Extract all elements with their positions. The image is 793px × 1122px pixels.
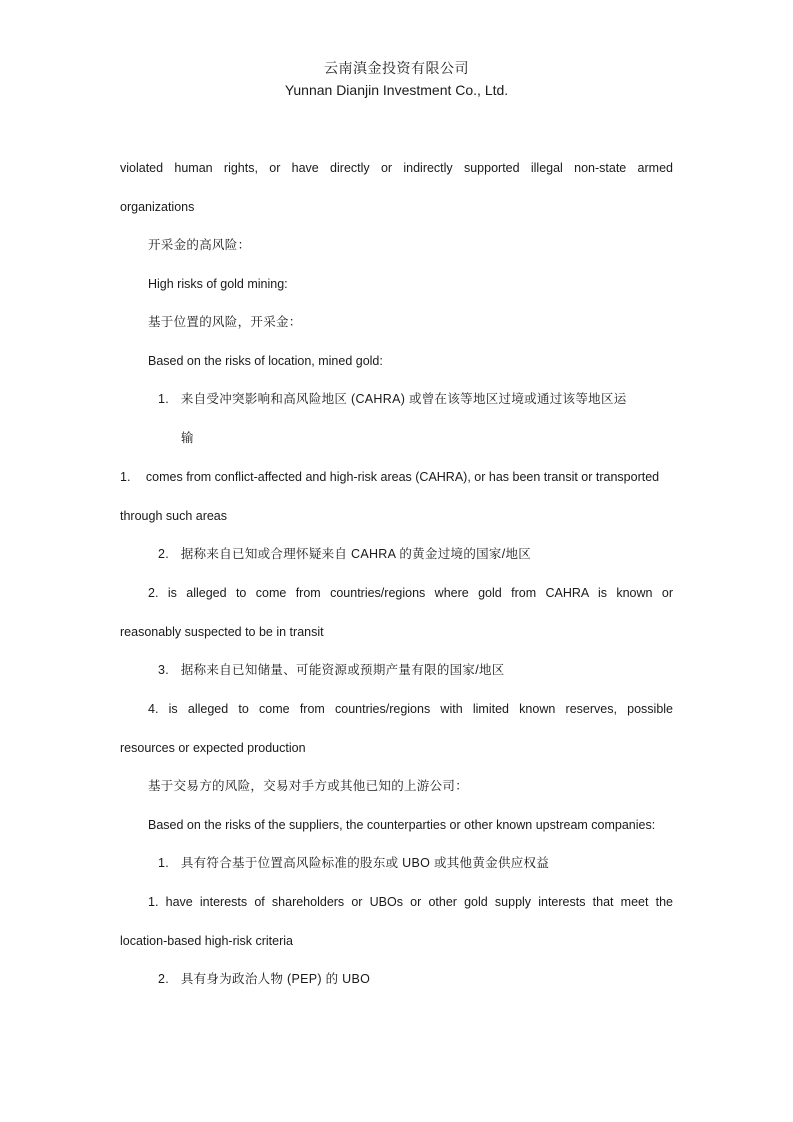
list-item	[148, 701, 673, 717]
list-text: 具有身为政治人物 (PEP) 的 UBO	[180, 972, 371, 986]
list-item	[158, 391, 627, 407]
list-text: 具有符合基于位置高风险标准的股东或 UBO 或其他黄金供应权益	[180, 856, 550, 870]
list-item	[120, 469, 659, 485]
paragraph-line: violated human rights, or have directly or indirectly supported illegal non-state armed	[120, 161, 673, 175]
list-number: 4.	[148, 702, 159, 716]
list-number: 2.	[148, 586, 159, 600]
company-name-en: Yunnan Dianjin Investment Co., Ltd.	[284, 82, 509, 98]
list-item-continuation: 输	[181, 431, 194, 445]
subheading-cn: 基于交易方的风险，交易对手方或其他已知的上游公司：	[148, 779, 469, 793]
subheading-en: Based on the risks of location, mined gold:	[148, 354, 383, 368]
list-item	[158, 662, 505, 678]
section-heading-en: High risks of gold mining:	[148, 277, 288, 291]
list-number: 1.	[158, 856, 170, 870]
list-text: comes from conflict-affected and high-risk areas (CAHRA), or has been transit or transported	[145, 470, 660, 484]
list-number: 2.	[158, 972, 170, 986]
list-item	[158, 971, 370, 987]
list-item-continuation: location-based high-risk criteria	[120, 934, 293, 948]
page-header	[0, 58, 793, 100]
list-text: 据称来自已知或合理怀疑来自 CAHRA 的黄金过境的国家/地区	[180, 547, 532, 561]
list-number: 1.	[158, 392, 170, 406]
list-number: 1.	[148, 895, 159, 909]
paragraph-line: organizations	[120, 200, 195, 214]
company-name-cn: 云南滇金投资有限公司	[324, 60, 469, 76]
list-number: 2.	[158, 547, 170, 561]
list-text: is alleged to come from countries/regions with limited known reserves, possible	[168, 702, 673, 716]
list-text: is alleged to come from countries/regions where gold from CAHRA is known or	[167, 586, 673, 600]
list-item	[158, 546, 531, 562]
list-item	[148, 585, 673, 601]
list-item-continuation: resources or expected production	[120, 741, 306, 755]
list-number: 1.	[120, 470, 131, 484]
subheading-en: Based on the risks of the suppliers, the counterparties or other known upstream companies:	[148, 818, 656, 832]
subheading-cn: 基于位置的风险，开采金：	[148, 315, 302, 329]
list-text: have interests of shareholders or UBOs or other gold supply interests that meet the	[165, 895, 674, 909]
list-item	[148, 894, 673, 910]
list-number: 3.	[158, 663, 170, 677]
list-item	[158, 855, 549, 871]
section-heading-cn: 开采金的高风险：	[148, 238, 251, 252]
list-text: 据称来自已知储量、可能资源或预期产量有限的国家/地区	[180, 663, 505, 677]
list-text: 来自受冲突影响和高风险地区 (CAHRA) 或曾在该等地区过境或通过该等地区运	[180, 392, 627, 406]
list-item-continuation: reasonably suspected to be in transit	[120, 625, 324, 639]
list-item-continuation: through such areas	[120, 509, 228, 523]
